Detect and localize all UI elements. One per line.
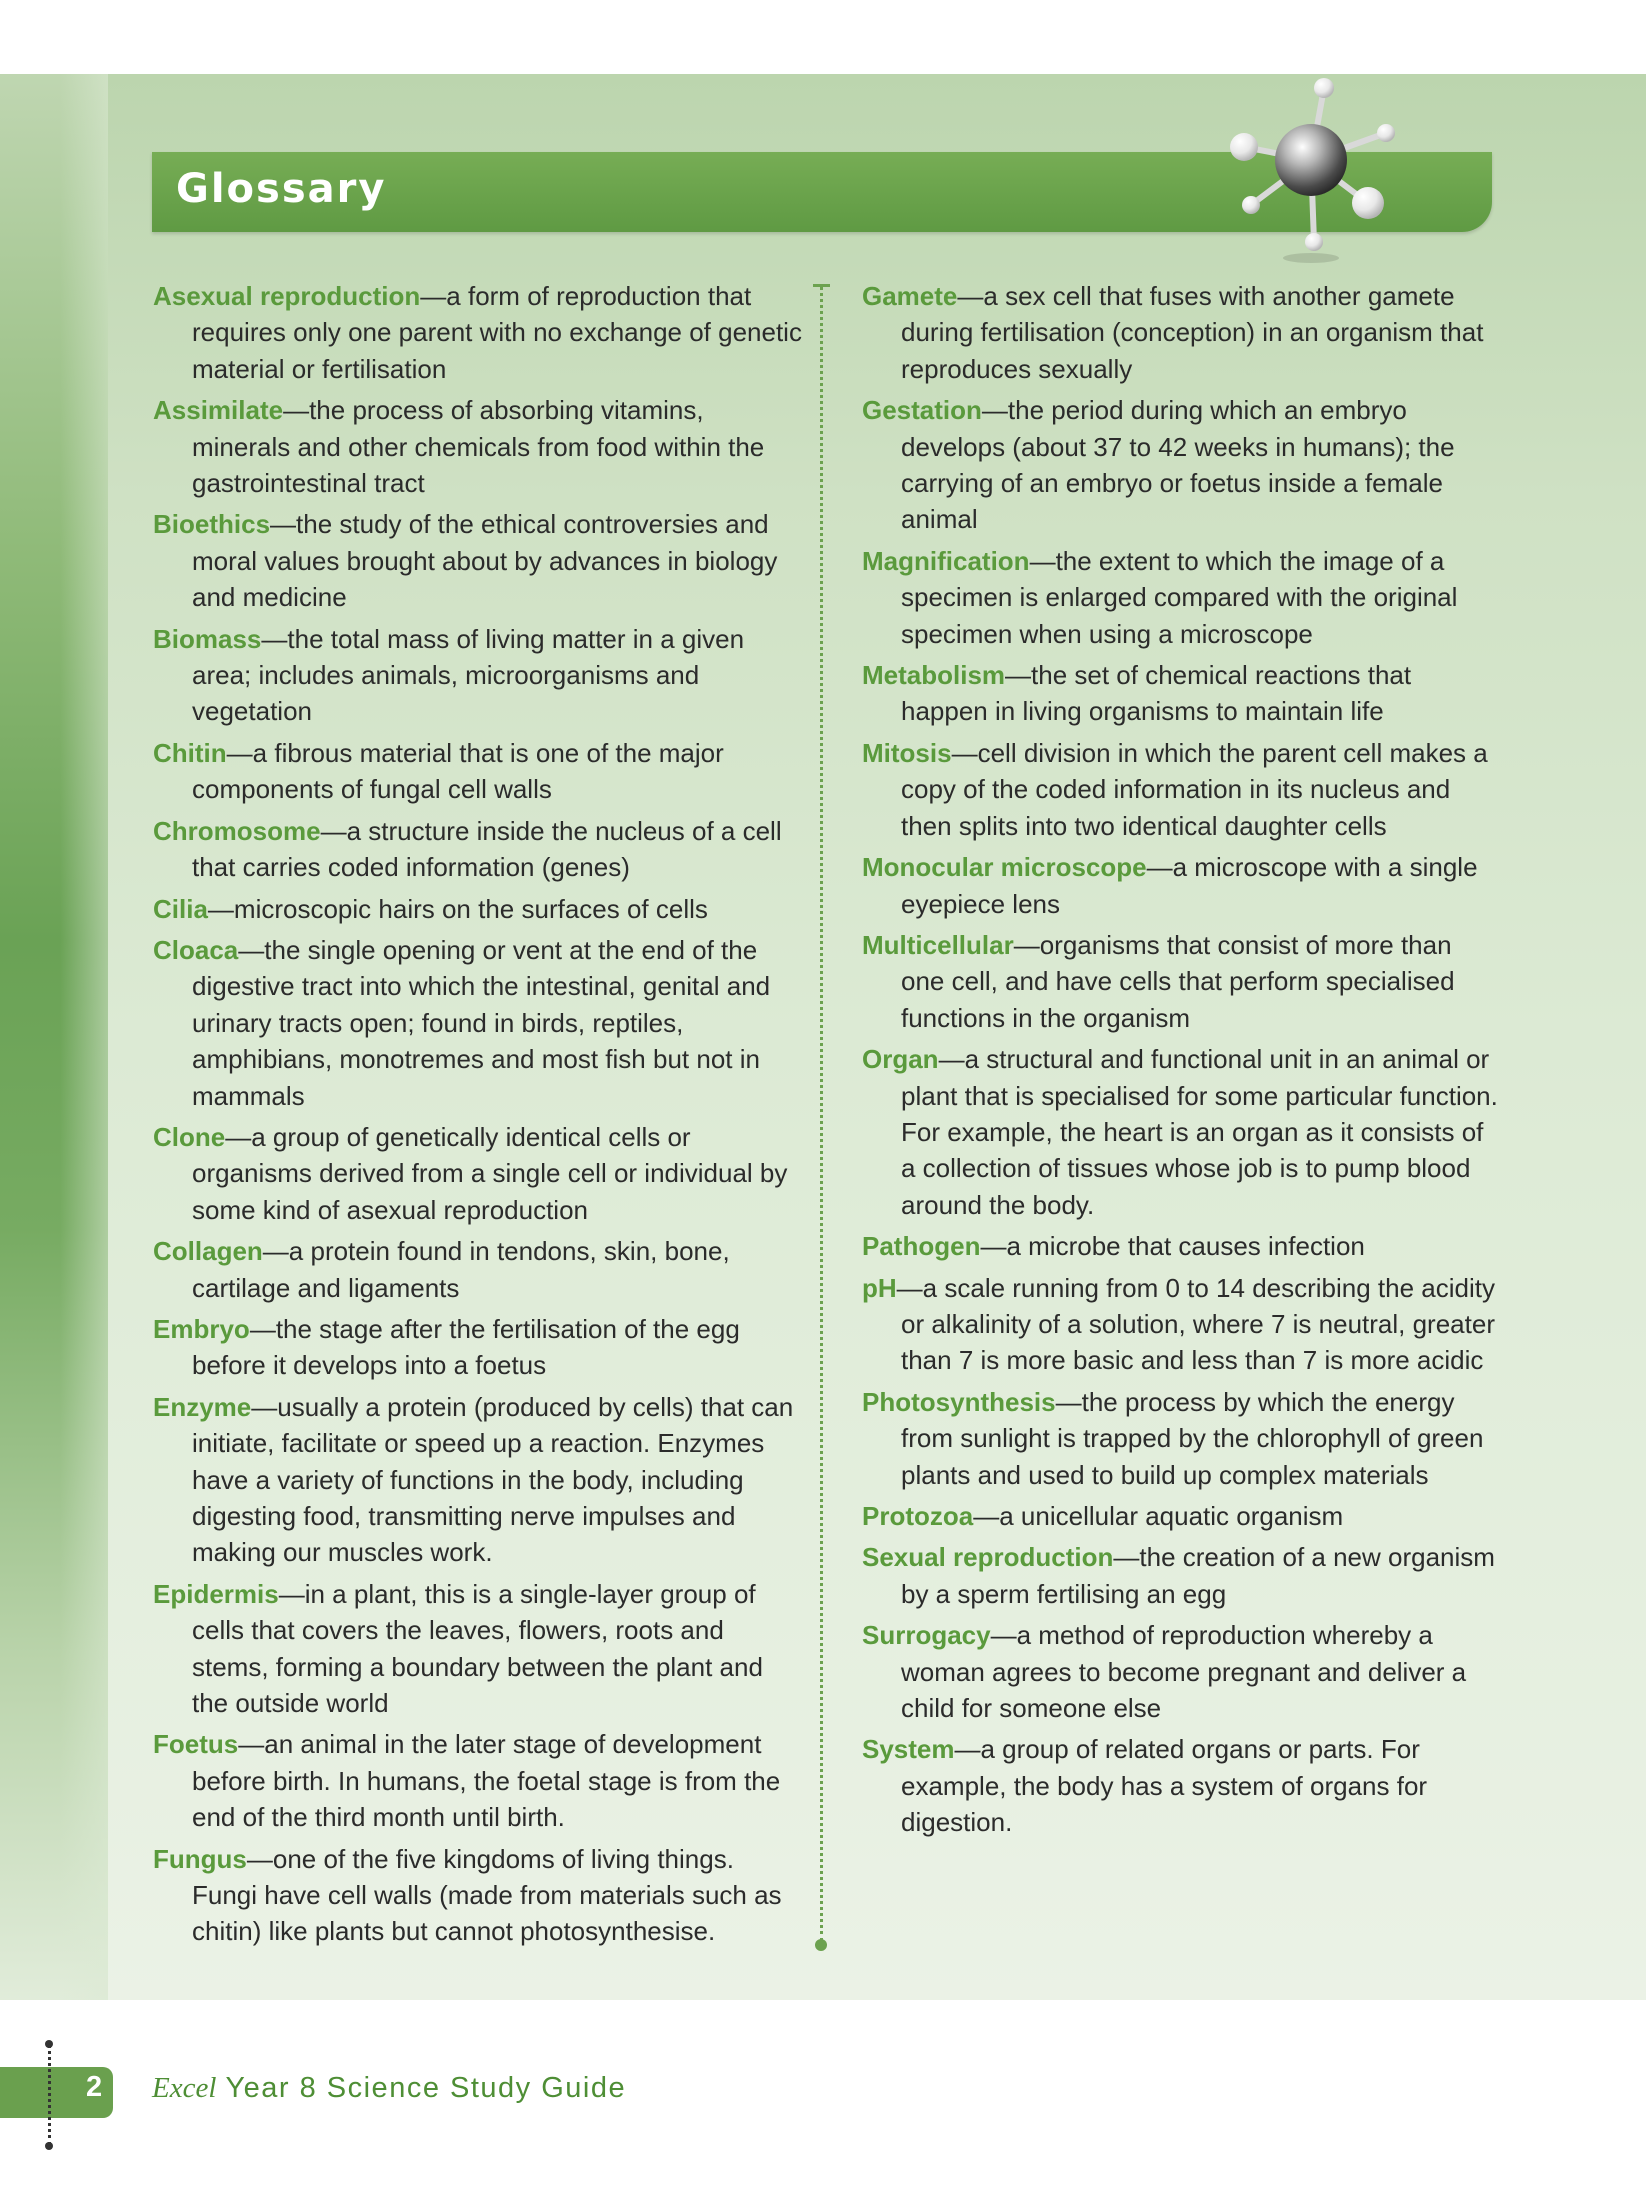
- glossary-definition: —the process of absorbing vitamins, minerals and other chemicals from food within the gastrointestinal tract: [192, 395, 765, 499]
- footer-book-title: Year 8 Science Study Guide: [225, 2072, 627, 2104]
- glossary-definition: —the period during which an embryo develops (about 37 to 42 weeks in humans); the carrying of an embryo or foetus inside a female animal: [901, 395, 1455, 535]
- glossary-term: Asexual reproduction: [153, 281, 421, 311]
- footer-title: [152, 2072, 626, 2105]
- glossary-term: Fungus: [153, 1843, 247, 1874]
- glossary-definition: —the study of the ethical controversies and moral values brought about by advances in biology and medicine: [192, 509, 778, 613]
- glossary-term: Epidermis: [153, 1578, 279, 1609]
- glossary-definition: —a microbe that causes infection: [980, 1231, 1365, 1262]
- glossary-term: Pathogen: [862, 1231, 981, 1262]
- glossary-column-right: [862, 278, 1502, 1846]
- glossary-entry: [153, 1726, 803, 1835]
- page-number: 2: [86, 2071, 103, 2103]
- glossary-entry: [153, 891, 803, 927]
- glossary-definition: —a structural and functional unit in an animal or plant that is specialised for some particular function. For example, the heart is an organ as it consists of a collection of tissues whose job is to pump blood around the body.: [901, 1044, 1498, 1220]
- glossary-term: Organ: [862, 1044, 939, 1075]
- glossary-column-left: [153, 278, 803, 1955]
- glossary-term: Chitin: [153, 737, 227, 768]
- glossary-entry: [153, 735, 803, 808]
- glossary-definition: —a unicellular aquatic organism: [973, 1501, 1344, 1531]
- glossary-term: Foetus: [153, 1729, 239, 1760]
- glossary-entry: [862, 1228, 1502, 1264]
- glossary-entry: [862, 278, 1502, 387]
- glossary-term: Bioethics: [153, 509, 271, 540]
- glossary-entry: [862, 1270, 1502, 1379]
- glossary-entry: [153, 1311, 803, 1384]
- glossary-definition: —a method of reproduction whereby a woman agrees to become pregnant and deliver a child for someone else: [901, 1620, 1467, 1724]
- glossary-entry: [862, 927, 1502, 1036]
- glossary-entry: [862, 1539, 1502, 1612]
- glossary-definition: —microscopic hairs on the surfaces of cells: [207, 893, 708, 924]
- glossary-term: pH: [862, 1272, 897, 1303]
- glossary-term: Assimilate: [153, 395, 284, 426]
- glossary-definition: —a group of genetically identical cells or organisms derived from a single cell or individual by some kind of asexual reproduction: [192, 1121, 788, 1225]
- glossary-entry: [862, 1498, 1502, 1534]
- glossary-definition: —an animal in the later stage of development before birth. In humans, the foetal stage is from the end of the third month until birth.: [192, 1729, 781, 1833]
- glossary-entry: [862, 392, 1502, 538]
- left-bar-fade: [60, 74, 108, 2000]
- glossary-term: Cloaca: [153, 934, 239, 965]
- glossary-entry: [153, 1233, 803, 1306]
- glossary-entry: [153, 506, 803, 615]
- glossary-term: Collagen: [153, 1236, 263, 1267]
- footer-dot-bottom: [45, 2142, 53, 2150]
- glossary-term: Biomass: [153, 623, 262, 654]
- glossary-definition: —a scale running from 0 to 14 describing the acidity or alkalinity of a solution, where 7 is neutral, greater than 7 is more basic and less than 7 is more acidic: [896, 1272, 1495, 1376]
- glossary-term: Embryo: [153, 1313, 250, 1344]
- molecule-icon: [1196, 70, 1426, 270]
- glossary-term: Sexual reproduction: [862, 1542, 1114, 1573]
- glossary-definition: —organisms that consist of more than one cell, and have cells that perform specialised functions in the organism: [901, 929, 1455, 1033]
- glossary-definition: —the process by which the energy from sunlight is trapped by the chlorophyll of green plants and used to build up complex materials: [901, 1386, 1484, 1490]
- glossary-entry: [153, 1389, 803, 1571]
- glossary-entry: [862, 1731, 1502, 1840]
- glossary-definition: —the total mass of living matter in a given area; includes animals, microorganisms and vegetation: [192, 623, 745, 727]
- glossary-definition: —a group of related organs or parts. For example, the body has a system of organs for digestion.: [901, 1734, 1428, 1838]
- glossary-term: Metabolism: [862, 660, 1006, 691]
- glossary-entry: [862, 1617, 1502, 1726]
- glossary-term: Surrogacy: [862, 1620, 991, 1651]
- glossary-term: Gestation: [862, 395, 982, 426]
- footer-brand: Excel: [152, 2072, 217, 2104]
- glossary-entry: [862, 1041, 1502, 1223]
- glossary-term: Monocular microscope: [862, 852, 1147, 883]
- glossary-definition: —usually a protein (produced by cells) that can initiate, facilitate or speed up a reaction. Enzymes have a variety of functions in the body, including digesting food, transmitting nerve impulses and making our muscles work.: [192, 1391, 794, 1568]
- glossary-entry: [153, 1576, 803, 1722]
- glossary-term: Mitosis: [862, 737, 952, 768]
- glossary-definition: —a fibrous material that is one of the major components of fungal cell walls: [192, 737, 724, 805]
- glossary-entry: [862, 1384, 1502, 1493]
- glossary-definition: —one of the five kingdoms of living things. Fungi have cell walls (made from materials such as chitin) like plants but cannot photosynthesise.: [192, 1843, 782, 1947]
- glossary-entry: [153, 932, 803, 1114]
- page-title: Glossary: [176, 166, 387, 212]
- glossary-entry: [153, 621, 803, 730]
- glossary-definition: —a protein found in tendons, skin, bone, cartilage and ligaments: [192, 1236, 730, 1303]
- glossary-definition: —a sex cell that fuses with another gamete during fertilisation (conception) in an organism that reproduces sexually: [901, 281, 1484, 384]
- glossary-entry: [153, 1119, 803, 1228]
- glossary-definition: —in a plant, this is a single-layer group of cells that covers the leaves, flowers, roots and stems, forming a boundary between the plant and the outside world: [192, 1578, 763, 1719]
- glossary-entry: [862, 849, 1502, 922]
- glossary-term: Protozoa: [862, 1501, 974, 1531]
- glossary-definition: —the creation of a new organism by a sperm fertilising an egg: [901, 1542, 1495, 1609]
- column-divider-dot: [815, 1939, 827, 1951]
- glossary-definition: —the single opening or vent at the end of the digestive tract into which the intestinal, genital and urinary tracts open; found in birds, reptiles, amphibians, monotremes and most fish but not in mammals: [192, 934, 771, 1111]
- glossary-entry: [153, 813, 803, 886]
- glossary-definition: —a form of reproduction that requires only one parent with no exchange of genetic material or fertilisation: [192, 281, 802, 384]
- glossary-entry: [153, 392, 803, 501]
- glossary-definition: —the stage after the fertilisation of the egg before it develops into a foetus: [192, 1313, 740, 1381]
- footer-dotted-line: [48, 2044, 51, 2146]
- glossary-definition: —cell division in which the parent cell makes a copy of the coded information in its nucleus and then splits into two identical daughter cells: [901, 737, 1488, 841]
- column-divider: [820, 286, 823, 1942]
- glossary-entry: [862, 657, 1502, 730]
- glossary-term: Multicellular: [862, 929, 1014, 960]
- glossary-term: Enzyme: [153, 1391, 252, 1422]
- glossary-term: Photosynthesis: [862, 1386, 1056, 1417]
- glossary-entry: [862, 543, 1502, 652]
- glossary-definition: —a microscope with a single eyepiece lens: [901, 852, 1478, 919]
- glossary-term: Magnification: [862, 545, 1030, 576]
- glossary-definition: —a structure inside the nucleus of a cell that carries coded information (genes): [192, 815, 782, 883]
- glossary-definition: —the extent to which the image of a specimen is enlarged compared with the original specimen when using a microscope: [901, 545, 1458, 649]
- glossary-term: Clone: [153, 1121, 226, 1152]
- footer-dot-top: [45, 2040, 53, 2048]
- glossary-entry: [862, 735, 1502, 844]
- glossary-term: Chromosome: [153, 815, 321, 846]
- glossary-term: Gamete: [862, 281, 958, 311]
- glossary-entry: [153, 1841, 803, 1950]
- glossary-term: Cilia: [153, 893, 208, 924]
- glossary-entry: [153, 278, 803, 387]
- glossary-definition: —the set of chemical reactions that happen in living organisms to maintain life: [901, 660, 1412, 727]
- glossary-term: System: [862, 1734, 955, 1765]
